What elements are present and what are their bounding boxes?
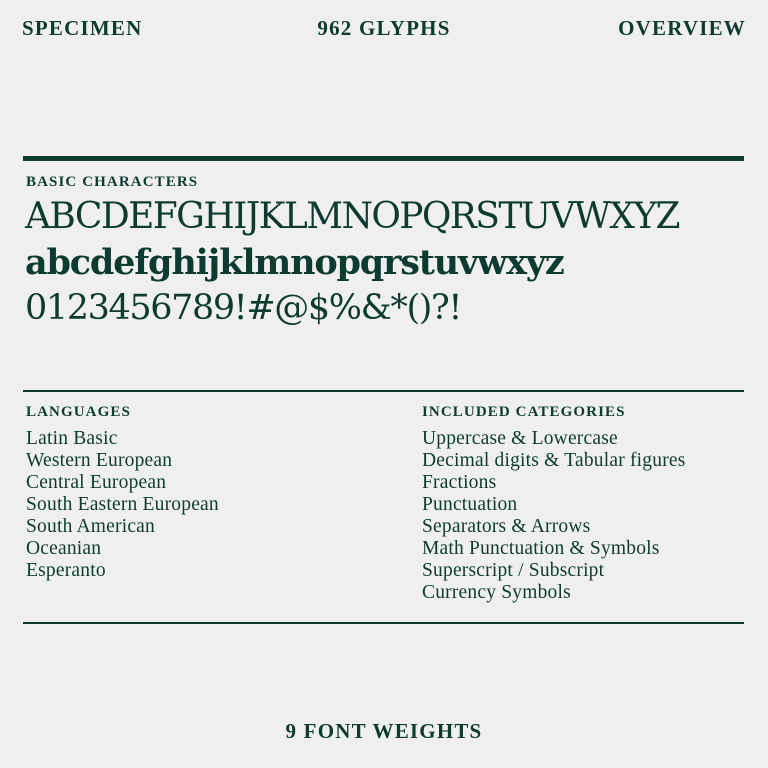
middle-divider [23, 390, 744, 392]
category-item: Decimal digits & Tabular figures [422, 450, 686, 471]
category-item: Uppercase & Lowercase [422, 428, 618, 449]
uppercase-glyphs: ABCDEFGHIJKLMNOPQRSTUVWXYZ [25, 196, 679, 237]
category-item: Currency Symbols [422, 582, 571, 603]
language-item: Esperanto [26, 560, 106, 581]
language-item: South Eastern European [26, 494, 219, 515]
language-item: Oceanian [26, 538, 102, 559]
language-item: South American [26, 516, 155, 537]
glyph-count-label: 962 GLYPHS [317, 16, 451, 40]
font-weights-label: 9 FONT WEIGHTS [285, 719, 483, 743]
language-item: Central European [26, 472, 167, 493]
category-item: Fractions [422, 472, 497, 493]
category-item: Superscript / Subscript [422, 560, 605, 581]
category-item: Punctuation [422, 494, 518, 515]
bottom-divider [23, 622, 744, 624]
overview-label: OVERVIEW [618, 16, 746, 40]
category-item: Math Punctuation & Symbols [422, 538, 660, 559]
specimen-label: SPECIMEN [22, 16, 143, 40]
basic-characters-heading: BASIC CHARACTERS [26, 174, 199, 190]
category-item: Separators & Arrows [422, 516, 591, 537]
languages-list [26, 428, 219, 582]
language-item: Latin Basic [26, 428, 118, 449]
number-symbol-glyphs: 0123456789!#@$%&*()?! [25, 288, 461, 328]
included-categories-heading: INCLUDED CATEGORIES [422, 404, 626, 420]
language-item: Western European [26, 450, 173, 471]
lowercase-glyphs: abcdefghijklmnopqrstuvwxyz [25, 242, 564, 283]
categories-list [422, 428, 686, 604]
languages-heading: LANGUAGES [26, 404, 131, 420]
top-divider [23, 156, 744, 161]
